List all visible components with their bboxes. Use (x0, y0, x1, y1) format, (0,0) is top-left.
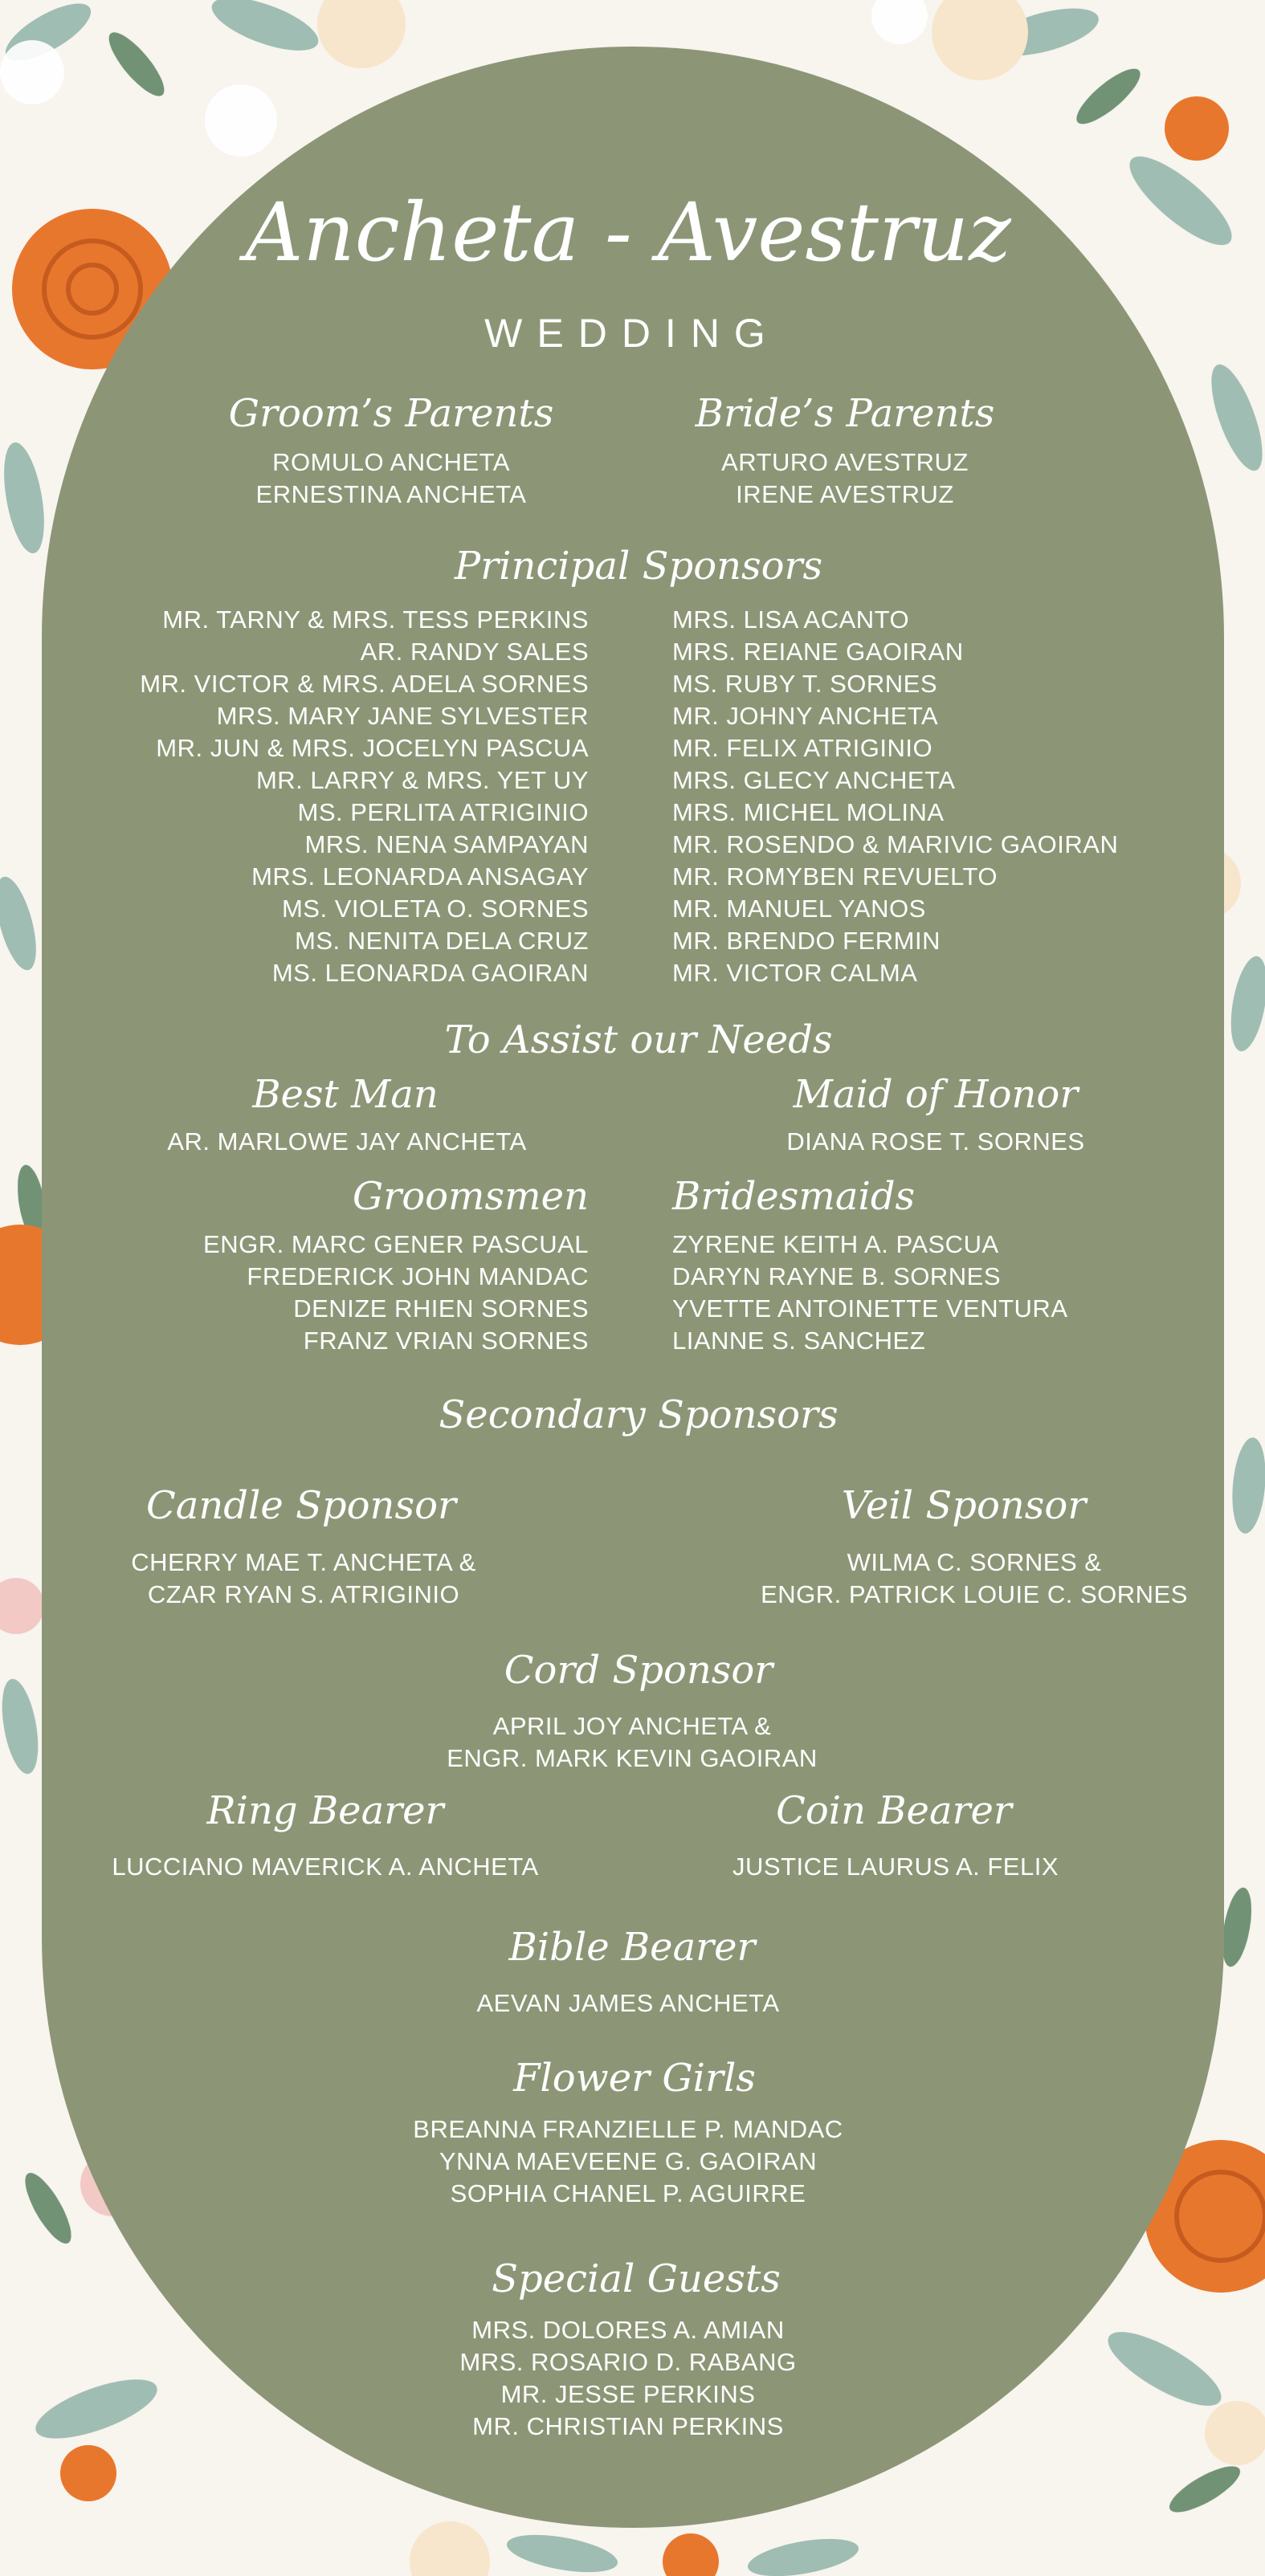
grooms-parent-name: ERNESTINA ANCHETA (255, 480, 527, 508)
ring-bearer-name: LUCCIANO MAVERICK A. ANCHETA (112, 1853, 539, 1881)
flower-girl-name: BREANNA FRANZIELLE P. MANDAC (413, 2115, 843, 2143)
coin-bearer-heading: Coin Bearer (776, 1788, 1012, 1833)
grooms-parents-heading: Groom’s Parents (228, 391, 554, 436)
groomsman-name: DENIZE RHIEN SORNES (293, 1294, 589, 1323)
couple-name-title: Ancheta - Avestruz (245, 185, 1011, 279)
groomsman-name: FRANZ VRIAN SORNES (303, 1327, 589, 1355)
grooms-parent-name: ROMULO ANCHETA (272, 448, 510, 476)
bridesmaids-list (672, 1229, 1068, 1357)
bridesmaids-heading: Bridesmaids (672, 1174, 916, 1219)
bridesmaid-name: DARYN RAYNE B. SORNES (672, 1262, 1002, 1290)
special-guest-name: MR. JESSE PERKINS (500, 2380, 756, 2408)
flower-girl-name: SOPHIA CHANEL P. AGUIRRE (450, 2179, 806, 2207)
groomsman-name: ENGR. MARC GENER PASCUAL (203, 1230, 589, 1258)
candle-sponsor-list (131, 1547, 476, 1611)
brides-parent-name: ARTURO AVESTRUZ (721, 448, 969, 476)
cord-sponsor-name: APRIL JOY ANCHETA & (492, 1712, 772, 1740)
veil-sponsor-name: ENGR. PATRICK LOUIE C. SORNES (761, 1580, 1188, 1608)
grooms-parents-list (256, 446, 527, 511)
best-man-heading: Best Man (252, 1072, 439, 1117)
special-guest-name: MRS. DOLORES A. AMIAN (471, 2316, 785, 2344)
cord-sponsor-name: ENGR. MARK KEVIN GAOIRAN (447, 1744, 818, 1772)
assist-heading: To Assist our Needs (444, 1017, 833, 1062)
flower-girls-list (413, 2113, 843, 2210)
best-man-name: AR. MARLOWE JAY ANCHETA (167, 1127, 527, 1156)
special-guests-heading: Special Guests (492, 2256, 781, 2301)
bridesmaid-name: ZYRENE KEITH A. PASCUA (672, 1230, 999, 1258)
sponsor-name: MRS. REIANE GAOIRAN (672, 638, 964, 666)
sponsor-name: MS. PERLITA ATRIGINIO (297, 798, 589, 826)
sponsor-name: MR. JUN & MRS. JOCELYN PASCUA (156, 734, 589, 762)
sponsor-name: MR. LARRY & MRS. YET UY (255, 766, 589, 794)
candle-sponsor-name: CZAR RYAN S. ATRIGINIO (147, 1580, 460, 1608)
principal-sponsors-heading: Principal Sponsors (454, 544, 823, 589)
sponsor-name: MR. MANUEL YANOS (672, 895, 926, 923)
maid-of-honor-heading: Maid of Honor (793, 1072, 1079, 1117)
sponsor-name: MR. VICTOR & MRS. ADELA SORNES (140, 670, 589, 698)
bible-bearer-name: AEVAN JAMES ANCHETA (476, 1989, 780, 2017)
sponsor-name: MR. FELIX ATRIGINIO (672, 734, 933, 762)
sponsor-name: MS. NENITA DELA CRUZ (295, 927, 589, 955)
sponsor-name: MRS. MICHEL MOLINA (672, 798, 945, 826)
sponsor-name: MR. ROMYBEN REVUELTO (672, 862, 998, 891)
sponsor-name: AR. RANDY SALES (360, 638, 589, 666)
groomsmen-heading: Groomsmen (352, 1174, 589, 1219)
ring-bearer-heading: Ring Bearer (206, 1788, 444, 1833)
sponsor-name: MS. VIOLETA O. SORNES (281, 895, 589, 923)
principal-sponsors-left-list (140, 604, 589, 989)
cord-sponsor-heading: Cord Sponsor (504, 1648, 773, 1693)
sponsor-name: MR. ROSENDO & MARIVIC GAOIRAN (672, 830, 1119, 858)
coin-bearer-name: JUSTICE LAURUS A. FELIX (732, 1853, 1059, 1881)
sponsor-name: MRS. LEONARDA ANSAGAY (251, 862, 589, 891)
groomsman-name: FREDERICK JOHN MANDAC (247, 1262, 589, 1290)
brides-parents-list (721, 446, 969, 511)
flower-girl-name: YNNA MAEVEENE G. GAOIRAN (439, 2147, 818, 2175)
sponsor-name: MR. TARNY & MRS. TESS PERKINS (162, 605, 589, 634)
wedding-subtitle: WEDDING (484, 311, 780, 356)
sponsor-name: MR. JOHNY ANCHETA (672, 702, 939, 730)
groomsmen-list (203, 1229, 589, 1357)
special-guest-name: MR. CHRISTIAN PERKINS (472, 2412, 784, 2440)
cord-sponsor-list (447, 1710, 818, 1775)
sponsor-name: MR. BRENDO FERMIN (672, 927, 941, 955)
sponsor-name: MRS. GLECY ANCHETA (672, 766, 956, 794)
maid-of-honor-name: DIANA ROSE T. SORNES (786, 1127, 1085, 1156)
sponsor-name: MS. RUBY T. SORNES (672, 670, 937, 698)
candle-sponsor-heading: Candle Sponsor (146, 1483, 456, 1528)
flower-girls-heading: Flower Girls (513, 2056, 756, 2101)
brides-parent-name: IRENE AVESTRUZ (736, 480, 954, 508)
sponsor-name: MS. LEONARDA GAOIRAN (271, 959, 589, 987)
brides-parents-heading: Bride’s Parents (695, 391, 995, 436)
bridesmaid-name: LIANNE S. SANCHEZ (672, 1327, 926, 1355)
special-guest-name: MRS. ROSARIO D. RABANG (459, 2348, 797, 2376)
sponsor-name: MRS. LISA ACANTO (672, 605, 910, 634)
sponsor-name: MRS. MARY JANE SYLVESTER (216, 702, 589, 730)
candle-sponsor-name: CHERRY MAE T. ANCHETA & (131, 1548, 476, 1576)
bridesmaid-name: YVETTE ANTOINETTE VENTURA (672, 1294, 1068, 1323)
veil-sponsor-name: WILMA C. SORNES & (847, 1548, 1102, 1576)
secondary-sponsors-heading: Secondary Sponsors (439, 1392, 839, 1437)
sponsor-name: MR. VICTOR CALMA (672, 959, 918, 987)
special-guests-list (459, 2314, 796, 2443)
principal-sponsors-right-list (672, 604, 1118, 989)
veil-sponsor-list (761, 1547, 1188, 1611)
veil-sponsor-heading: Veil Sponsor (841, 1483, 1087, 1528)
bible-bearer-heading: Bible Bearer (508, 1925, 756, 1970)
sponsor-name: MRS. NENA SAMPAYAN (304, 830, 589, 858)
